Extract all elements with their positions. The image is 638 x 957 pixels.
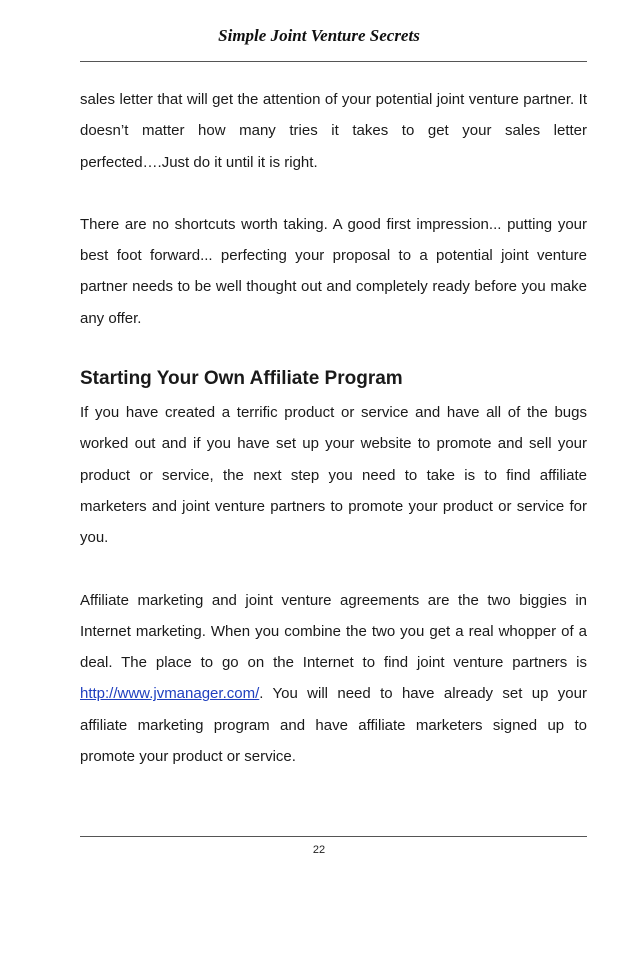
paragraph-affiliate-intro: If you have created a terrific product or service and have all of the bugs worked out and if you have set up your website to promote and sell your product or service, the next step you need to take is to find affiliate marketers and joint venture partners to promote your product or service for you.	[80, 404, 587, 547]
paragraph-text-after-link: . You will need to have already set up your affiliate marketing program and have affiliate marketers signed up to promote your product or service.	[80, 685, 587, 766]
paragraph-no-shortcuts: There are no shortcuts worth taking. A good first impression... putting your best foot forward... perfecting your proposal to a potential joint venture partner needs to be well thought out and completely ready before you make any offer.	[80, 215, 587, 327]
footer-divider	[80, 836, 587, 837]
header-divider	[80, 61, 587, 62]
jvmanager-link[interactable]: http://www.jvmanager.com/	[80, 685, 260, 703]
page-content	[80, 84, 587, 772]
page-header-title: Simple Joint Venture Secrets	[218, 26, 420, 45]
paragraph-jv-agreements	[80, 585, 587, 773]
paragraph-sales-letter: sales letter that will get the attention of your potential joint venture partner. It doesn’t matter how many tries it takes to get your sales letter perfected….Just do it until it is right.	[80, 91, 587, 171]
page-number: 22	[312, 844, 326, 856]
paragraph-text-before-link: Affiliate marketing and joint venture agreements are the two biggies in Internet marketing. When you combine the two you get a real whopper of a deal. The place to go on the Internet to find joint venture partners is	[80, 591, 587, 672]
section-heading: Starting Your Own Affiliate Program	[80, 368, 403, 390]
